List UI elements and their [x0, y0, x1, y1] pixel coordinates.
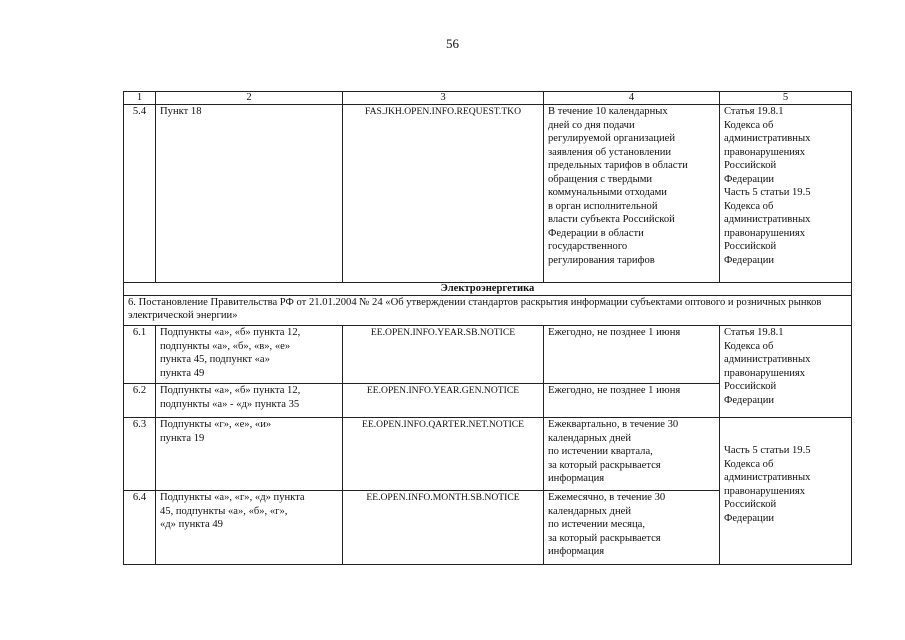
row-number: 6.2 [124, 384, 156, 418]
liability-text: Статья 19.8.1 Кодекса об административных правонарушениях Российской Федерации [724, 327, 811, 406]
report-code: FAS.JKH.OPEN.INFO.REQUEST.TKO [343, 105, 544, 283]
page-number: 56 [446, 36, 459, 51]
table-row [124, 418, 852, 491]
liability [720, 418, 852, 565]
decree-title: 6. Постановление Правительства РФ от 21.01.2004 № 24 «Об утверждении стандартов раскрытия информации субъектами оптового и розничных рынков электрической энергии» [124, 296, 852, 326]
disclosure-term-text: Ежеквартально, в течение 30 календарных дней по истечении квартала, за который раскрывается информация [548, 419, 679, 484]
clause-reference [156, 491, 343, 565]
disclosure-term [544, 418, 720, 491]
disclosure-term [544, 491, 720, 565]
liability-text: Часть 5 статьи 19.5 Кодекса об административных правонарушениях Российской Федерации [724, 445, 811, 524]
clause-reference-text: Подпункты «а», «г», «д» пункта 45, подпункты «а», «б», «г», «д» пункта 49 [160, 492, 305, 530]
table-row [124, 326, 852, 384]
disclosure-term-text: Ежегодно, не позднее 1 июня [548, 327, 681, 338]
section-row [124, 283, 852, 296]
disclosure-term-text: Ежемесячно, в течение 30 календарных дней по истечении месяца, за который раскрывается информация [548, 492, 666, 557]
disclosure-term-text: Ежегодно, не позднее 1 июня [548, 385, 681, 396]
header-col-1: 1 [124, 92, 156, 105]
clause-reference-text: Подпункты «а», «б» пункта 12, подпункты «а» - «д» пункта 35 [160, 385, 301, 410]
liability [720, 105, 852, 283]
decree-row [124, 296, 852, 326]
liability-text: Статья 19.8.1 Кодекса об административных правонарушениях Российской Федерации Часть 5 статьи 19.5 Кодекса об административных правонарушениях Российской Федерации [724, 106, 811, 266]
disclosure-term [544, 326, 720, 384]
clause-reference [156, 326, 343, 384]
row-number: 6.4 [124, 491, 156, 565]
header-row [124, 92, 852, 105]
report-code: EE.OPEN.INFO.MONTH.SB.NOTICE [343, 491, 544, 565]
report-code: EE.OPEN.INFO.YEAR.SB.NOTICE [343, 326, 544, 384]
liability [720, 326, 852, 418]
header-col-5: 5 [720, 92, 852, 105]
report-code: EE.OPEN.INFO.YEAR.GEN.NOTICE [343, 384, 544, 418]
row-number: 6.3 [124, 418, 156, 491]
report-code: EE.OPEN.INFO.QARTER.NET.NOTICE [343, 418, 544, 491]
row-number: 6.1 [124, 326, 156, 384]
row-number: 5.4 [124, 105, 156, 283]
section-title: Электроэнергетика [124, 283, 852, 296]
clause-reference-text: Подпункты «г», «е», «и» пункта 19 [160, 419, 272, 444]
clause-reference: Пункт 18 [156, 105, 343, 283]
clause-reference [156, 384, 343, 418]
disclosure-term [544, 105, 720, 283]
clause-reference [156, 418, 343, 491]
header-col-2: 2 [156, 92, 343, 105]
header-col-4: 4 [544, 92, 720, 105]
table-row [124, 105, 852, 283]
disclosure-term-text: В течение 10 календарных дней со дня подачи регулируемой организацией заявления об установлении предельных тарифов в области обращения с твердыми коммунальными отходами в орган исполнительной власти субъекта Российской Федерации в области государственного регулирования тарифов [548, 106, 688, 266]
regulation-table [123, 91, 852, 565]
header-col-3: 3 [343, 92, 544, 105]
clause-reference-text: Подпункты «а», «б» пункта 12, подпункты «а», «б», «в», «е» пункта 45, подпункт «а» пункта 49 [160, 327, 301, 379]
disclosure-term [544, 384, 720, 418]
